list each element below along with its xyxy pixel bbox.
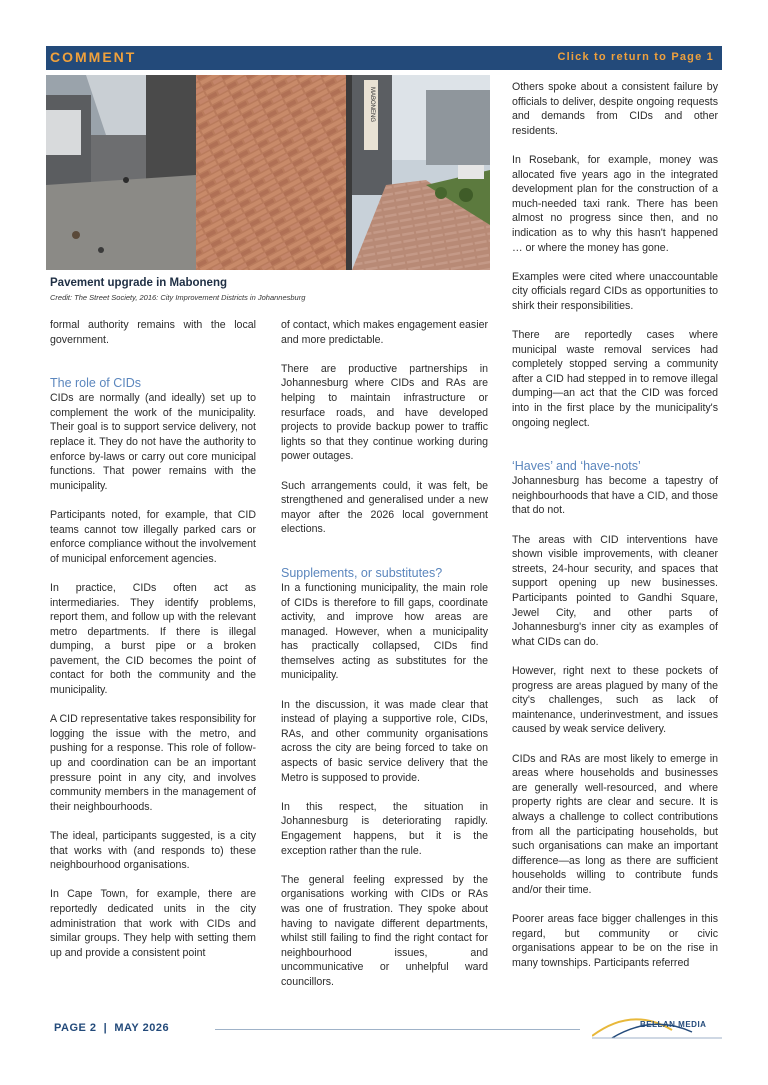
paragraph: In practice, CIDs often act as intermediaries. They identify problems, report them, and follow up with the relevant metro departments. If there is illegal dumping, a burst pipe or a broken pavement, the CID becomes the point of contact for both the community and the municipality.: [50, 581, 256, 697]
section-heading-role-of-cids: The role of CIDs: [50, 376, 142, 391]
paragraph: In Cape Town, for example, there are reportedly dedicated units in the city administration that work with CIDs and similar groups. They help with setting them up and provide a consistent point: [50, 888, 256, 959]
paragraph: In Rosebank, for example, money was allocated five years ago in the integrated development plan for the construction of a much-needed taxi rank. There has been almost no progress since then, and no indication as to why this hasn't happened … or where the money has gone.: [512, 153, 718, 254]
page-number: PAGE 2 | MAY 2026: [54, 1022, 170, 1034]
paragraph: Such arrangements could, it was felt, be strengthened and generalised under a new mayor after the 2026 local government elections.: [281, 479, 488, 536]
paragraph: There are reportedly cases where municipal waste removal services had completely stopped serving a community after a CID had stepped in to remove illegal dumping—an act that the CID was forced into in the first place by the municipality's ongoing neglect.: [512, 329, 718, 429]
paragraph: Poorer areas face bigger challenges in this regard, but community or civic organisations appear to be on the rise in many townships. Participants referred: [512, 913, 718, 969]
paragraph: of contact, which makes engagement easier and more predictable.: [281, 319, 488, 346]
pavement-photo: [46, 75, 490, 270]
footer-divider: [215, 1029, 580, 1030]
figure-caption-title: Pavement upgrade in Maboneng: [50, 277, 227, 289]
section-header: [46, 46, 722, 70]
paragraph: formal authority remains with the local government.: [50, 319, 256, 346]
paragraph: CIDs are normally (and ideally) set up to complement the work of the municipality. Their goal is to support service delivery, not replace it. They do not have the authority to enforce by-laws or carry out core municipal functions. That power remains with the municipality.: [50, 392, 256, 492]
paragraph: Johannesburg has become a tapestry of neighbourhoods that have a CID, and those that do not.: [512, 475, 718, 517]
article-column-3: [512, 80, 718, 985]
paragraph: The general feeling expressed by the organisations working with CIDs or RAs was one of frustration. They spoke about having to navigate different departments, whilst still failing to find the right contact for neighbourhood issues, and uncommunicative or unhelpful ward councillors.: [281, 873, 488, 988]
article-column-1: [50, 318, 256, 975]
paragraph: Participants noted, for example, that CID teams cannot tow illegally parked cars or enforce compliance without the involvement of municipal enforcement agencies.: [50, 508, 256, 565]
mabo-sign-text: MABONENG: [369, 87, 375, 123]
bellan-media-logo: [592, 1010, 722, 1042]
return-to-page-1-link[interactable]: Click to return to Page 1: [557, 51, 714, 63]
paragraph: Examples were cited where unaccountable city officials regard CIDs as opportunities to shirk their responsibilities.: [512, 270, 718, 312]
paragraph: A CID representative takes responsibility for logging the issue with the metro, and pushing for a response. This role of follow-up and coordination can be an important pressure point in any city, and involves community members in the management of their neighbourhoods.: [50, 713, 256, 813]
figure-caption-credit: Credit: The Street Society, 2016: City Improvement Districts in Johannesburg: [50, 293, 306, 302]
paragraph: The areas with CID interventions have shown visible improvements, with cleaner streets, 24-hour security, and spaces that support opening up new businesses. Participants pointed to Gandhi Square, Jewel City, and other parts of Johannesburg's inner city as examples of what CIDs can do.: [512, 533, 718, 648]
article-column-2: [281, 318, 488, 1004]
paragraph: There are productive partnerships in Johannesburg where CIDs and RAs are helping to maintain infrastructure or resurface roads, and have developed projects to provide backup power to traffic lights so that they continue working during power outages.: [281, 362, 488, 463]
section-heading-haves-and-have-nots: ‘Haves’ and ‘have-nots’: [512, 459, 641, 474]
paragraph: CIDs and RAs are most likely to emerge in areas where households and businesses are generally well-resourced, and where property rights are clear and secure. It is always a challenge to collect contributions from all the participating households, but such organisations can make an important difference—as long as there are sufficient households willing to contribute funds and/or their time.: [512, 752, 718, 896]
paragraph: In the discussion, it was made clear that instead of playing a supportive role, CIDs, RAs, and other community organisations across the city are being forced to take on aspects of basic service delivery that the Metro is supposed to provide.: [281, 698, 488, 784]
section-heading-supplements: Supplements, or substitutes?: [281, 565, 443, 580]
paragraph: The ideal, participants suggested, is a city that works with (and responds to) these neighbourhood organisations.: [50, 830, 256, 872]
section-title: COMMENT: [50, 49, 137, 65]
logo-brand-text: BELLAN MEDIA: [640, 1020, 707, 1029]
paragraph: In a functioning municipality, the main role of CIDs is therefore to fill gaps, coordinate activity, and improve how areas are managed. However, when a municipality has practically collapsed, CIDs find themselves acting as substitutes for the municipality.: [281, 581, 488, 682]
paragraph: Others spoke about a consistent failure by officials to deliver, despite ongoing requests and demands from CIDs and other residents.: [512, 81, 718, 137]
paragraph: In this respect, the situation in Johannesburg is deteriorating rapidly. Engagement happens, but it is the exception rather than the rule.: [281, 800, 488, 857]
paragraph: However, right next to these pockets of progress are areas plagued by many of the city's challenges, such as lack of maintenance, underinvestment, and issues caused by weak service delivery.: [512, 664, 718, 736]
pavement-photo-svg: [46, 75, 490, 270]
